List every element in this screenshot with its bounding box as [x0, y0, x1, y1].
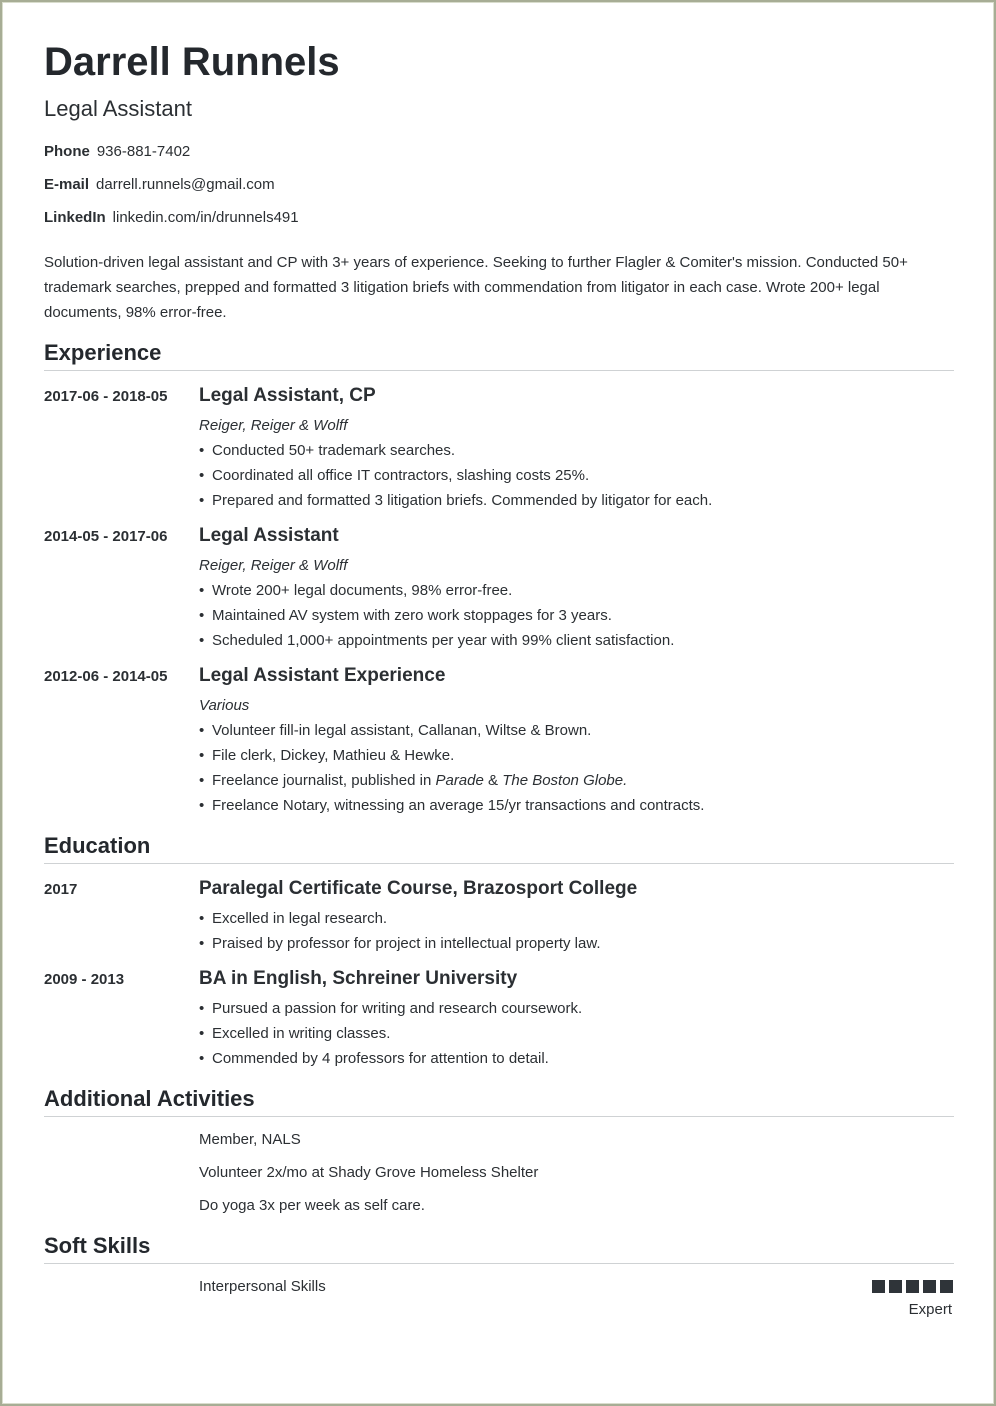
job-company: Various — [199, 697, 250, 714]
job-dates: 2014-05 - 2017-06 — [44, 528, 168, 545]
activities-divider — [44, 1116, 954, 1117]
job-bullet: • Volunteer fill-in legal assistant, Callanan, Wiltse & Brown. — [199, 722, 592, 739]
linkedin-label: LinkedIn — [44, 209, 106, 226]
education-dates: 2017 — [44, 881, 78, 898]
education-bullet: • Excelled in writing classes. — [199, 1025, 391, 1042]
activity-item: Volunteer 2x/mo at Shady Grove Homeless Shelter — [199, 1164, 539, 1181]
skill-rating-square — [906, 1280, 919, 1293]
job-company: Reiger, Reiger & Wolff — [199, 557, 348, 574]
job-bullet: • File clerk, Dickey, Mathieu & Hewke. — [199, 747, 455, 764]
job-bullet: • Wrote 200+ legal documents, 98% error-free. — [199, 582, 513, 599]
education-title: BA in English, Schreiner University — [199, 968, 518, 989]
publication-boston-globe: The Boston Globe. — [502, 772, 628, 789]
education-bullet: • Excelled in legal research. — [199, 910, 388, 927]
job-bullet: • Prepared and formatted 3 litigation briefs. Commended by litigator for each. — [199, 492, 713, 509]
education-bullet: • Commended by 4 professors for attention to detail. — [199, 1050, 549, 1067]
experience-divider — [44, 370, 954, 371]
contact-email — [44, 176, 275, 193]
activity-item: Member, NALS — [199, 1131, 301, 1148]
skill-rating-square — [872, 1280, 885, 1293]
job-bullet: • Coordinated all office IT contractors, slashing costs 25%. — [199, 467, 590, 484]
job-dates: 2012-06 - 2014-05 — [44, 668, 168, 685]
education-bullet: • Praised by professor for project in intellectual property law. — [199, 935, 601, 952]
email-value: darrell.runnels@gmail.com — [96, 176, 275, 193]
job-bullet: • Freelance journalist, published in Parade & The Boston Globe. — [199, 772, 628, 789]
activities-heading: Additional Activities — [44, 1086, 255, 1111]
job-bullet: • Freelance Notary, witnessing an average 15/yr transactions and contracts. — [199, 797, 705, 814]
skill-rating — [872, 1280, 953, 1293]
job-title: Legal Assistant — [199, 525, 339, 546]
job-title: Legal Assistant, CP — [199, 385, 376, 406]
skill-rating-square — [923, 1280, 936, 1293]
skill-name: Interpersonal Skills — [199, 1278, 326, 1295]
email-label: E-mail — [44, 176, 90, 193]
phone-value: 936-881-7402 — [96, 143, 191, 160]
phone-label: Phone — [44, 143, 90, 160]
skill-rating-square — [889, 1280, 902, 1293]
skill-level: Expert — [908, 1301, 952, 1318]
job-bullet: • Scheduled 1,000+ appointments per year with 99% client satisfaction. — [199, 632, 675, 649]
job-company: Reiger, Reiger & Wolff — [199, 417, 348, 434]
contact-phone — [44, 143, 190, 160]
skill-rating-square — [940, 1280, 953, 1293]
education-divider — [44, 863, 954, 864]
education-title: Paralegal Certificate Course, Brazosport College — [199, 878, 638, 899]
candidate-name: Darrell Runnels — [44, 40, 340, 84]
job-dates: 2017-06 - 2018-05 — [44, 388, 168, 405]
job-title: Legal Assistant Experience — [199, 665, 446, 686]
experience-heading: Experience — [44, 340, 162, 365]
soft-skills-heading: Soft Skills — [44, 1233, 151, 1258]
linkedin-value: linkedin.com/in/drunnels491 — [112, 209, 299, 226]
publication-parade: Parade — [435, 772, 484, 789]
job-bullet: • Conducted 50+ trademark searches. — [199, 442, 456, 459]
candidate-title: Legal Assistant — [44, 96, 192, 121]
education-dates: 2009 - 2013 — [44, 971, 125, 988]
profile-summary: Solution-driven legal assistant and CP with 3+ years of experience. Seeking to further Flagler & Comiter's mission. Conducted 50+ trademark searches, prepped and formatted 3 litigation briefs with commendation from litigator in each case. Wrote 200+ legal documents, 98% error-free. — [44, 254, 908, 321]
soft-skills-divider — [44, 1263, 954, 1264]
job-bullet: • Maintained AV system with zero work stoppages for 3 years. — [199, 607, 612, 624]
contact-linkedin — [44, 209, 299, 226]
education-heading: Education — [44, 833, 151, 858]
activity-item: Do yoga 3x per week as self care. — [199, 1197, 425, 1214]
education-bullet: • Pursued a passion for writing and research coursework. — [199, 1000, 583, 1017]
